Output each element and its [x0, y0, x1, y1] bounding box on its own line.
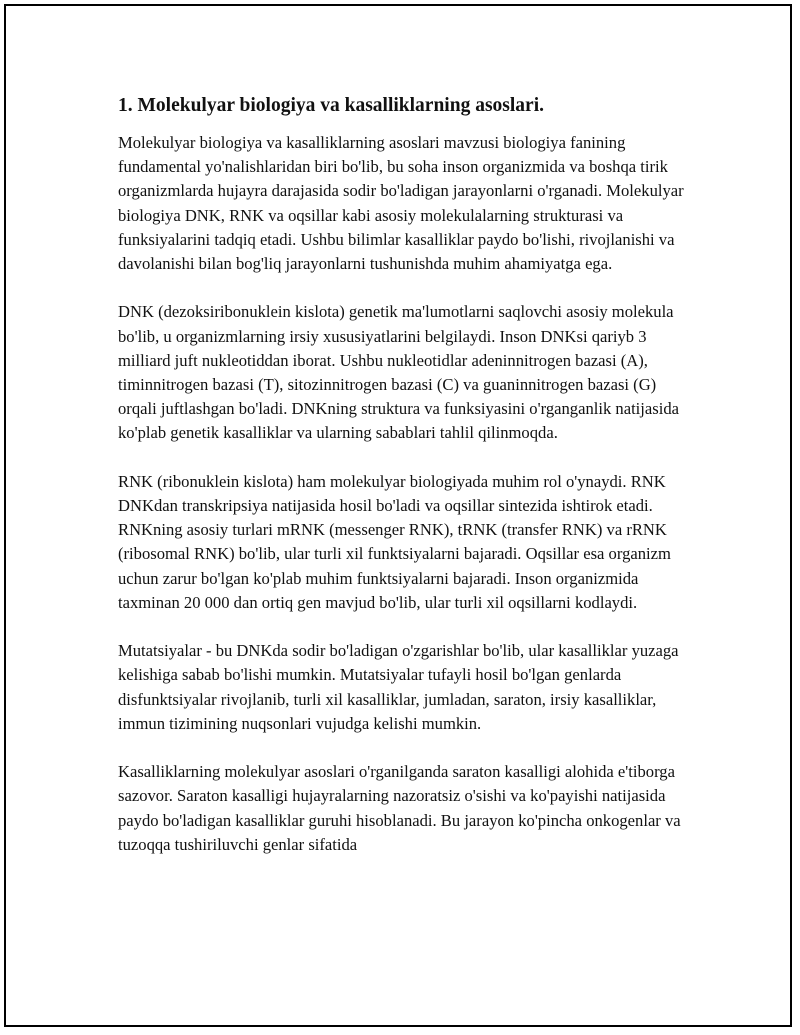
paragraph-rna: RNK (ribonuklein kislota) ham molekulyar biologiyada muhim rol o'ynaydi. RNK DNKdan transkripsiya natijasida hosil bo'ladi va oqsillar sintezida ishtirok etadi. RNKning asosiy turlari mRNK (messenger RNK), tRNK (transfer RNK) va rRNK (ribosomal RNK) bo'lib, ular turli xil funktsiyalarni bajaradi. Oqsillar esa organizm uchun zarur bo'lgan ko'plab muhim funktsiyalarni bajaradi. Inson organizmida taxminan 20 000 dan ortiq gen mavjud bo'lib, ular turli xil oqsillarni kodlaydi.: [118, 471, 671, 612]
section-heading: 1. Molekulyar biologiya va kasalliklarning asoslari.: [118, 95, 544, 116]
paragraph-intro: Molekulyar biologiya va kasalliklarning asoslari mavzusi biologiya fanining fundamental yo'nalishlaridan biri bo'lib, bu soha inson organizmida va boshqa tirik organizmlarda hujayra darajasida sodir bo'ladigan jarayonlarni o'rganadi. Molekulyar biologiya DNK, RNK va oqsillar kabi asosiy molekulalarning strukturasi va funksiyalarini tadqiq etadi. Ushbu bilimlar kasalliklar paydo bo'lishi, rivojlanishi va davolanishi bilan bog'liq jarayonlarni tushunishda muhim ahamiyatga ega.: [118, 133, 684, 274]
paragraph-mutations: Mutatsiyalar - bu DNKda sodir bo'ladigan o'zgarishlar bo'lib, ular kasalliklar yuzaga kelishiga sabab bo'lishi mumkin. Mutatsiyalar tufayli hosil bo'lgan genlarda disfunktsiyalar rivojlanib, turli xil kasalliklar, jumladan, saraton, irsiy kasalliklar, immun tizimining nuqsonlari vujudga kelishi mumkin.: [118, 641, 679, 733]
document-body: [118, 93, 693, 881]
paragraph-cancer: Kasalliklarning molekulyar asoslari o'rganilganda saraton kasalligi alohida e'tiborga sazovor. Saraton kasalligi hujayralarning nazoratsiz o'sishi va ko'payishi natijasida paydo bo'ladigan kasalliklar guruhi hisoblanadi. Bu jarayon ko'pincha onkogenlar va tuzoqqa tushiriluvchi genlar sifatida: [118, 762, 681, 854]
paragraph-dna: DNK (dezoksiribonuklein kislota) genetik ma'lumotlarni saqlovchi asosiy molekula bo'lib, u organizmlarning irsiy xususiyatlarini belgilaydi. Inson DNKsi qariyb 3 milliard juft nukleotiddan iborat. Ushbu nukleotidlar adeninnitrogen bazasi (A), timinnitrogen bazasi (T), sitozinnitrogen bazasi (C) va guaninnitrogen bazasi (G) orqali juftlashgan bo'ladi. DNKning struktura va funksiyasini o'rganganlik natijasida ko'plab genetik kasalliklar va ularning sabablari tahlil qilinmoqda.: [118, 302, 679, 443]
